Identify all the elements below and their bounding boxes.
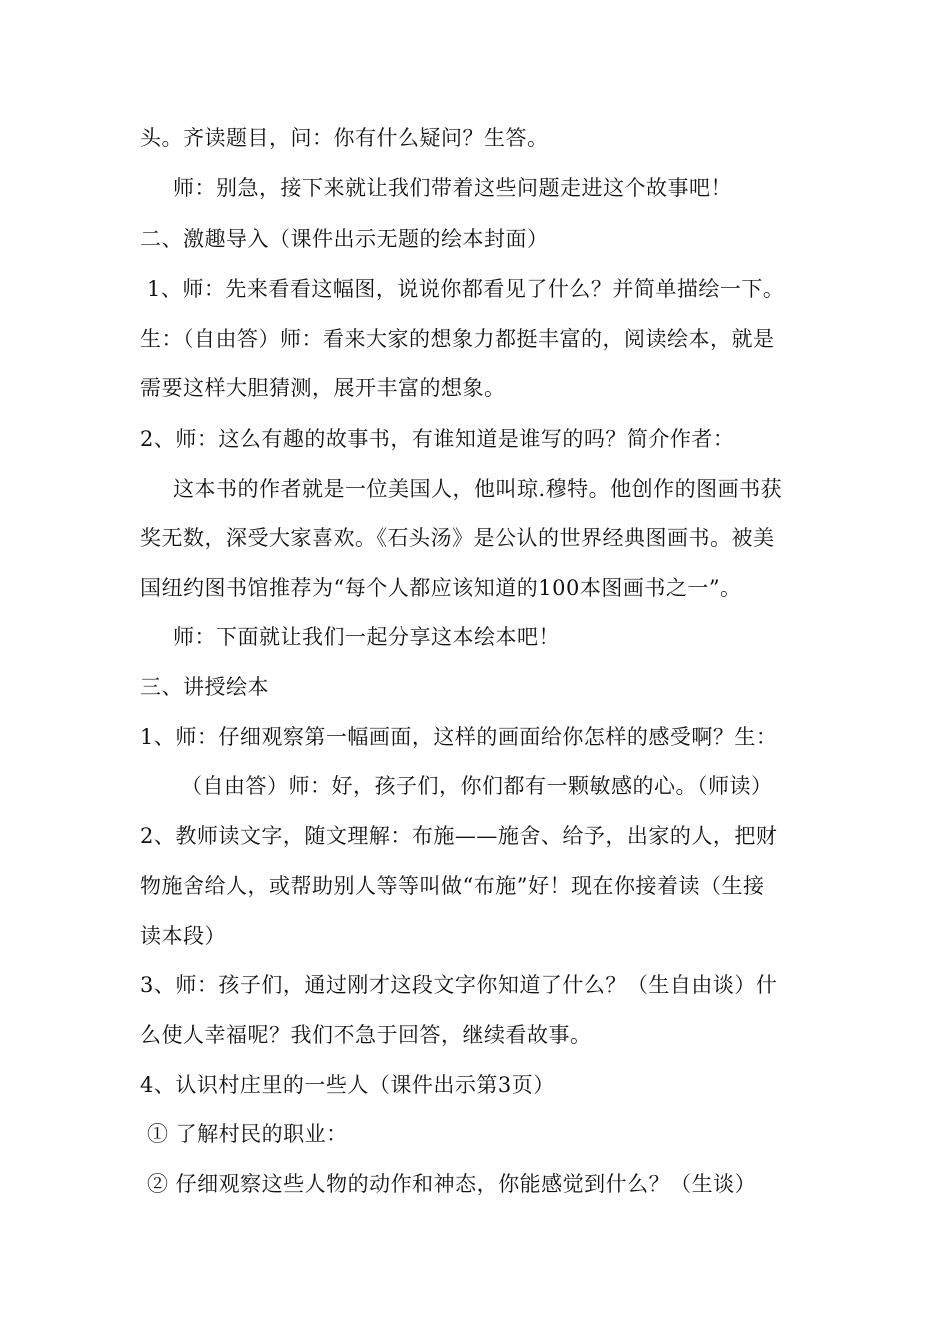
text-line: 3、师：孩子们，通过刚才这段文字你知道了什么？（生自由谈）什 (140, 973, 778, 997)
list-item: ② 仔细观察这些人物的动作和神态，你能感觉到什么？（生谈） (147, 1172, 757, 1196)
text-line: 么使人幸福呢？我们不急于回答，继续看故事。 (140, 1023, 592, 1047)
text-line: 2、师：这么有趣的故事书，有谁知道是谁写的吗？简介作者： (140, 427, 735, 451)
text-line: 这本书的作者就是一位美国人，他叫琼.穆特。他创作的图画书获 (173, 477, 783, 501)
text-line: 师：下面就让我们一起分享这本绘本吧！ (173, 625, 560, 649)
text-line: 物施舍给人，或帮助别人等等叫做“布施”好！现在你接着读（生接 (140, 874, 765, 898)
text-line: 奖无数，深受大家喜欢。《石头汤》是公认的世界经典图画书。被美 (140, 526, 775, 550)
text-line: 读本段） (140, 924, 226, 948)
list-item: ① 了解村民的职业： (147, 1122, 348, 1146)
section-heading: 三、讲授绘本 (140, 675, 269, 699)
text-line: 头。齐读题目，问：你有什么疑问？生答。 (140, 126, 549, 150)
section-heading: 二、激趣导入（课件出示无题的绘本封面） (140, 227, 549, 251)
text-line: （自由答）师：好，孩子们，你们都有一颗敏感的心。（师读） (181, 774, 773, 798)
text-line: 国纽约图书馆推荐为“每个人都应该知道的100本图画书之一”。 (140, 576, 742, 600)
text-line: 1、师：仔细观察第一幅画面，这样的画面给你怎样的感受啊？生： (140, 725, 778, 749)
text-line: 2、教师读文字，随文理解：布施——施舍、给予，出家的人，把财 (140, 824, 778, 848)
text-line: 需要这样大胆猜测，展开丰富的想象。 (140, 376, 506, 400)
text-line: 1、师：先来看看这幅图，说说你都看见了什么？并简单描绘一下。 (147, 277, 785, 301)
text-line: 4、认识村庄里的一些人（课件出示第3页） (140, 1073, 555, 1097)
text-line: 师：别急，接下来就让我们带着这些问题走进这个故事吧！ (173, 176, 732, 200)
text-line: 生：（自由答）师：看来大家的想象力都挺丰富的，阅读绘本，就是 (140, 327, 775, 351)
